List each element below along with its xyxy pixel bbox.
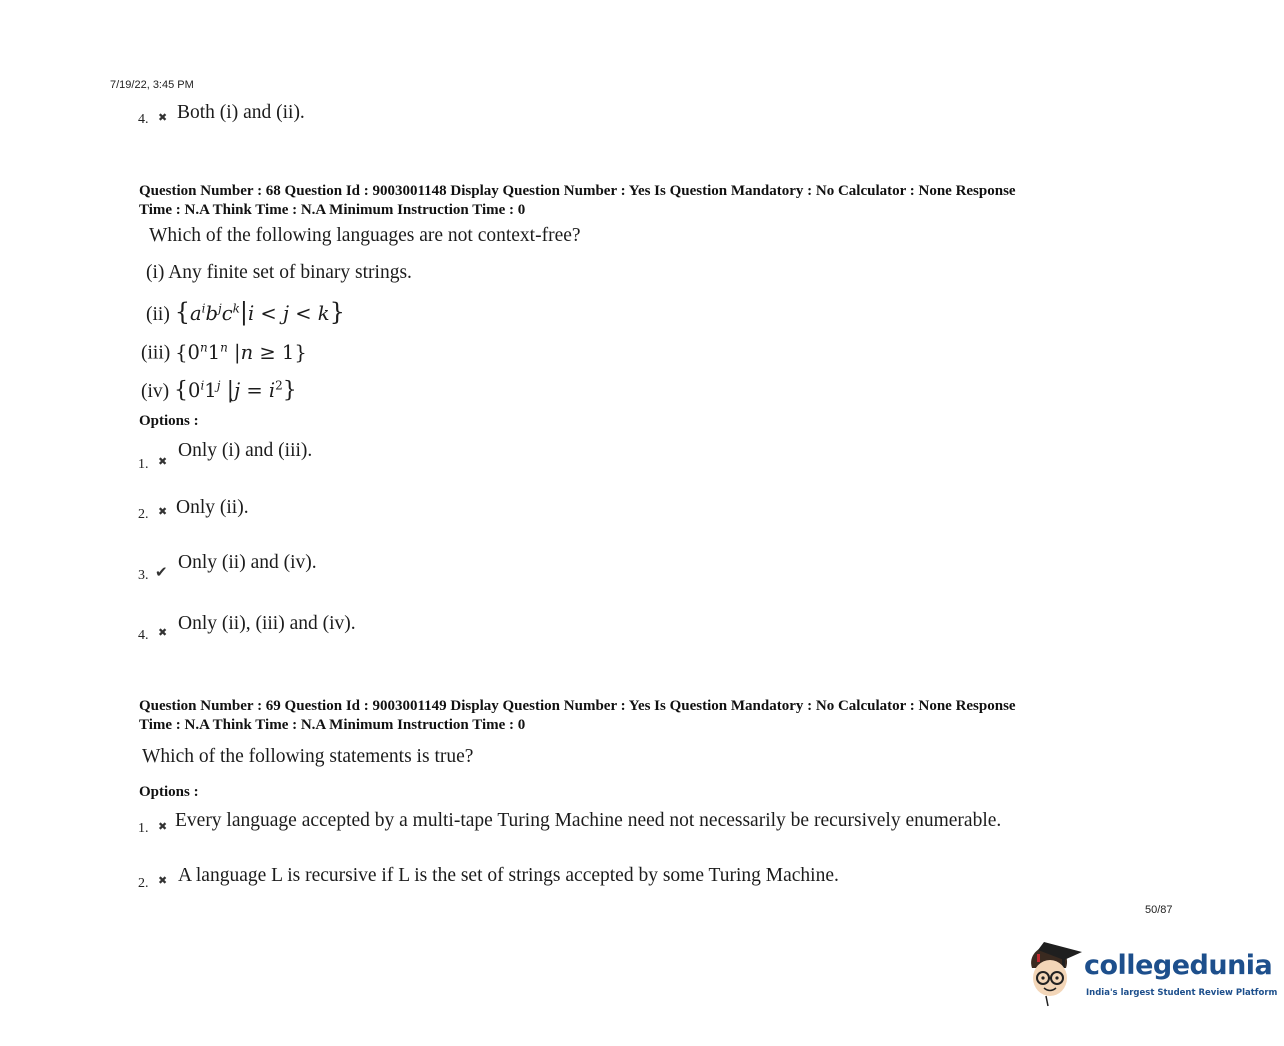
collegedunia-logo: [1024, 938, 1278, 1008]
q68-options-label: Options :: [139, 413, 199, 429]
option-text: Only (ii).: [176, 497, 249, 518]
q69-options-label: Options :: [139, 784, 199, 800]
check-icon: ✔: [155, 563, 168, 581]
q69-meta-line2: Time : N.A Think Time : N.A Minimum Instruction Time : 0: [139, 717, 526, 733]
option-text: Only (ii), (iii) and (iv).: [178, 613, 356, 634]
option-number: 2.: [138, 507, 149, 522]
option-number: 1.: [138, 457, 149, 472]
option-number: 3.: [138, 568, 149, 583]
cross-icon: ✖: [158, 111, 168, 124]
option-text: Only (ii) and (iv).: [178, 552, 317, 573]
math-expression: $\{a^ib^jc^k|i < j < k\}$: [174, 298, 345, 326]
logo-tagline: India's largest Student Review Platform: [1086, 988, 1278, 998]
option-text: Both (i) and (ii).: [177, 102, 305, 123]
q69-meta-line1: Question Number : 69 Question Id : 9003001149 Display Question Number : Yes Is Question Mandatory : No Calculator : None Response: [139, 698, 1016, 714]
mascot-icon: [1024, 938, 1084, 1008]
statement-label: (iii): [141, 342, 171, 364]
q68-statement-iv: [141, 378, 297, 403]
print-timestamp: 7/19/22, 3:45 PM: [110, 79, 194, 91]
page-number: 50/87: [1145, 904, 1173, 916]
option-text: A language L is recursive if L is the set of strings accepted by some Turing Machine.: [178, 865, 839, 886]
q69-question-text: Which of the following statements is true?: [142, 746, 474, 767]
option-number: 4.: [138, 628, 149, 643]
logo-wordmark: collegedunia: [1084, 950, 1273, 981]
math-expression: {0$^n$1$^n$ |n ≥ 1}: [175, 340, 307, 364]
q68-statement-i: (i) Any finite set of binary strings.: [146, 262, 412, 283]
math-expression: {0$^i$1$^j$ $|j = i^2$}: [174, 378, 297, 403]
cross-icon: ✖: [158, 874, 168, 887]
statement-label: (ii): [146, 304, 170, 325]
q68-question-text: Which of the following languages are not context-free?: [149, 225, 581, 246]
cross-icon: ✖: [158, 820, 168, 833]
cross-icon: ✖: [158, 505, 168, 518]
q68-meta-line1: Question Number : 68 Question Id : 9003001148 Display Question Number : Yes Is Question Mandatory : No Calculator : None Response: [139, 183, 1016, 199]
statement-label: (iv): [141, 381, 170, 402]
q68-meta-line2: Time : N.A Think Time : N.A Minimum Instruction Time : 0: [139, 202, 526, 218]
option-number: 4.: [138, 112, 149, 127]
option-number: 2.: [138, 876, 149, 891]
q68-statement-iii: [141, 340, 307, 365]
cross-icon: ✖: [158, 455, 168, 468]
cross-icon: ✖: [158, 626, 168, 639]
option-text: Only (i) and (iii).: [178, 440, 313, 461]
option-text: Every language accepted by a multi-tape Turing Machine need not necessarily be recursively enumerable.: [175, 810, 1002, 831]
option-number: 1.: [138, 821, 149, 836]
q68-statement-ii: [146, 298, 345, 326]
